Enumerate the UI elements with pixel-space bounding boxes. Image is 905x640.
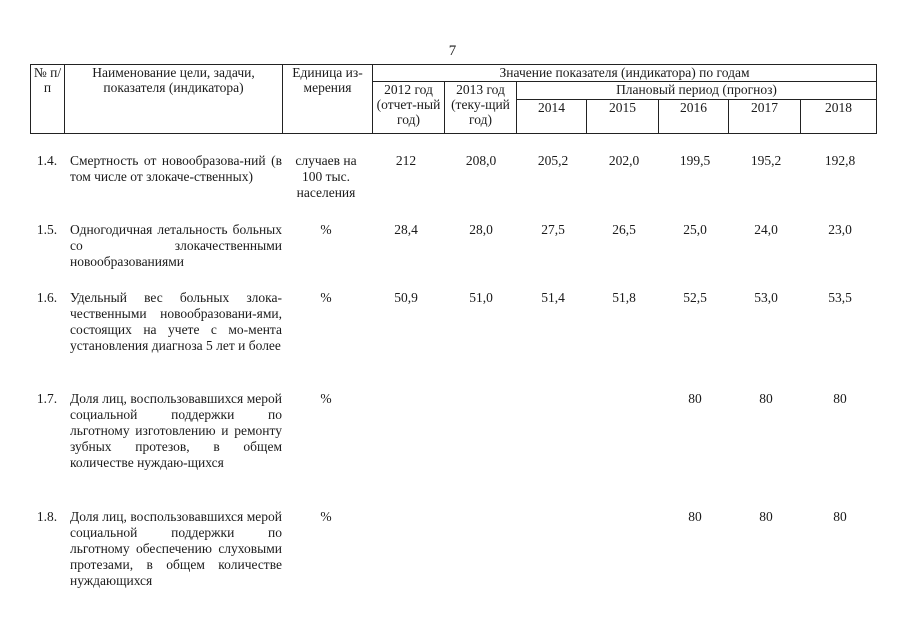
header-num: № п/п [31,65,65,134]
value-2016: 25,0 [683,222,707,237]
value-2013: 208,0 [465,153,497,168]
value-2018: 23,0 [828,222,852,237]
value-2018: 80 [833,391,847,406]
header-values-group: Значение показателя (индикатора) по годам [373,65,877,82]
value-2015: 51,8 [612,290,636,305]
table-header [30,64,877,134]
unit-cell: случаев на 100 тыс. населения [295,153,357,200]
indicator-name: Доля лиц, воспользовавшихся мерой социальной поддержки по льготному изготовлению и ремонту зубных протезов, в общем количестве нуждаю-щихся [70,391,282,470]
value-2018: 53,5 [828,290,852,305]
value-2012: 50,9 [394,290,418,305]
header-year: 2016 [659,100,729,134]
value-2012: 28,4 [394,222,418,237]
header-year: 2014 [517,100,587,134]
value-2017: 195,2 [750,153,782,168]
value-2012: 212 [395,153,417,168]
row-number: 1.7. [36,391,58,406]
header-year-2012: 2012 год (отчет-ный год) [373,82,445,134]
value-2013: 51,0 [469,290,493,305]
header-year-2013: 2013 год (теку-щий год) [445,82,517,134]
unit-cell: % [320,222,332,237]
indicator-name: Доля лиц, воспользовавшихся мерой социальной поддержки по льготному обеспечению слуховыми протезами, в общем количестве нуждающихся [70,509,282,588]
value-2017: 24,0 [754,222,778,237]
value-2017: 80 [759,391,773,406]
indicator-name: Смертность от новообразова-ний (в том числе от злокаче-ственных) [70,153,282,184]
header-name: Наименование цели, задачи, показателя (индикатора) [65,65,283,134]
value-2013: 28,0 [469,222,493,237]
row-number: 1.6. [36,290,58,305]
header-unit: Единица из-мерения [283,65,373,134]
value-2015: 202,0 [608,153,640,168]
row-number: 1.8. [36,509,58,524]
value-2016: 80 [688,509,702,524]
page-number: 7 [448,43,457,59]
value-2015: 26,5 [612,222,636,237]
unit-cell: % [320,290,332,305]
header-year: 2017 [729,100,801,134]
row-number: 1.5. [36,222,58,237]
value-2014: 51,4 [541,290,565,305]
header-year: 2018 [801,100,877,134]
unit-cell: % [320,391,332,406]
indicator-name: Одногодичная летальность больных со злокачественными новообразованиями [70,222,282,269]
header-plan-period: Плановый период (прогноз) [517,82,877,100]
value-2018: 192,8 [824,153,856,168]
value-2014: 205,2 [537,153,569,168]
unit-cell: % [320,509,332,524]
value-2016: 199,5 [679,153,711,168]
value-2016: 80 [688,391,702,406]
value-2017: 80 [759,509,773,524]
value-2016: 52,5 [683,290,707,305]
value-2018: 80 [833,509,847,524]
indicator-name: Удельный вес больных злока-чественными новообразовани-ями, состоящих на учете с мо-мента установления диагноза 5 лет и более [70,290,282,353]
value-2017: 53,0 [754,290,778,305]
value-2014: 27,5 [541,222,565,237]
header-year: 2015 [587,100,659,134]
row-number: 1.4. [36,153,58,168]
